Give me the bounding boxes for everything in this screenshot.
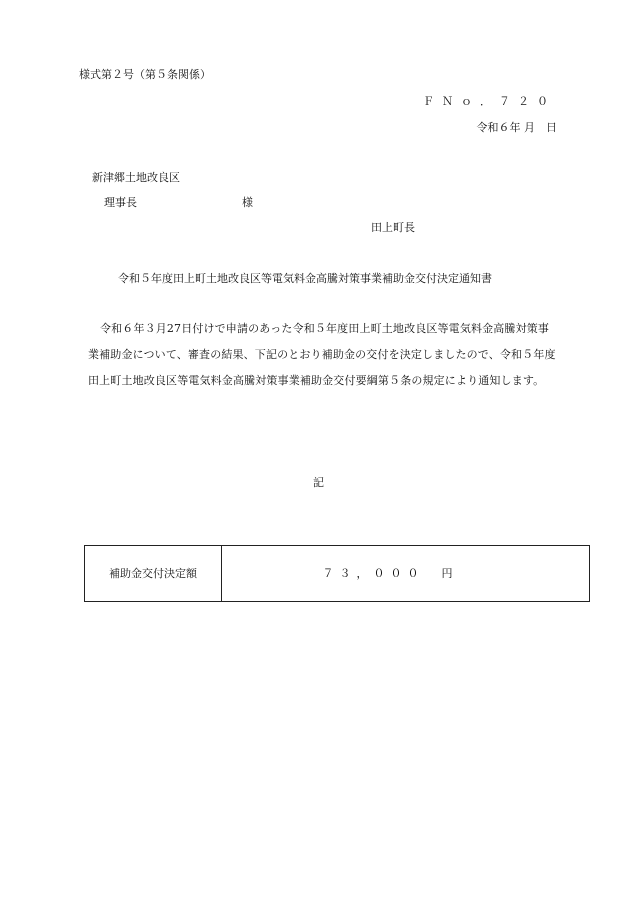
document-title: 令和５年度田上町土地改良区等電気料金高騰対策事業補助金交付決定通知書	[118, 272, 492, 285]
recipient-organization: 新津郷土地改良区	[92, 171, 180, 184]
amount-label: 補助金交付決定額	[109, 567, 197, 580]
amount-value: ７３，０００ 円	[322, 567, 459, 580]
recipient-title: 理事長	[104, 196, 137, 209]
document-body: 令和６年３月27日付けで申請のあった令和５年度田上町土地改良区等電気料金高騰対策事業補助金について、審査の結果、下記のとおり補助金の交付を決定しましたので、令和５年度田上町土地改良区等電気料金高騰対策事業補助金交付要綱第５条の規定により通知します。	[88, 322, 556, 387]
amount-label-cell	[85, 546, 222, 601]
ki-heading: 記	[313, 476, 324, 489]
document-date: 令和６年 月 日	[476, 121, 557, 134]
amount-table	[84, 545, 590, 602]
sender-name: 田上町長	[371, 221, 415, 234]
form-label: 様式第２号（第５条関係）	[79, 68, 211, 81]
document-number: ＦＮｏ．７２０	[423, 95, 556, 108]
recipient-honorific: 様	[242, 196, 253, 209]
amount-value-cell	[222, 546, 589, 601]
